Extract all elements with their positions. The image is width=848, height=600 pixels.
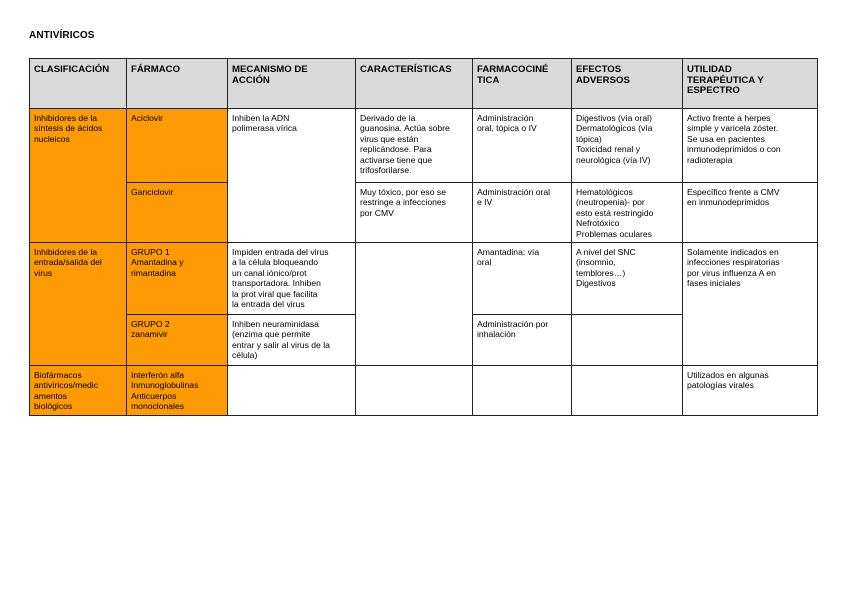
header-row [30, 59, 818, 109]
cell-utilidad-entrada: Solamente indicados en infecciones respiratorias por virus influenza A en fases iniciales [683, 243, 818, 366]
cell-farmaco-biofarmacos: Interferón alfa Inmunoglobulinas Anticuerpos monoclonales [127, 366, 228, 416]
header-farmaco: FÁRMACO [127, 59, 228, 109]
cell-mecanismo-biofarmacos [228, 366, 356, 416]
cell-farmaco-grupo2: GRUPO 2 zanamivir [127, 315, 228, 366]
cell-clasificacion-biofarmacos: Biofármacos antivíricos/medic amentos biológicos [30, 366, 127, 416]
table-row [30, 109, 818, 183]
cell-caracteristicas-entrada [356, 243, 473, 366]
cell-farmaco-grupo1: GRUPO 1 Amantadina y rimantadina [127, 243, 228, 315]
table-row [30, 366, 818, 416]
cell-utilidad-biofarmacos: Utilizados en algunas patologías virales [683, 366, 818, 416]
cell-clasificacion-sintesis: Inhibidores de la síntesis de ácidos nucleicos [30, 109, 127, 243]
cell-mecanismo-grupo2: Inhiben neuraminidasa (enzima que permite entrar y salir al virus de la célula) [228, 315, 356, 366]
header-caracteristicas: CARACTERÍSTICAS [356, 59, 473, 109]
header-efectos: EFECTOS ADVERSOS [572, 59, 683, 109]
cell-farmaco-ganciclovir: Ganciclovir [127, 183, 228, 243]
header-mecanismo: MECANISMO DE ACCIÓN [228, 59, 356, 109]
cell-farmacocinetica-biofarmacos [473, 366, 572, 416]
cell-farmaco-aciclovir: Aciclovir [127, 109, 228, 183]
cell-utilidad-aciclovir: Activo frente a herpes simple y varicela zóster. Se usa en pacientes inmunodeprimidos o con radioterapia [683, 109, 818, 183]
header-clasificacion: CLASIFICACIÓN [30, 59, 127, 109]
cell-clasificacion-entrada: Inhibidores de la entrada/salida del virus [30, 243, 127, 366]
table-row [30, 243, 818, 315]
cell-farmacocinetica-aciclovir: Administración oral, tópica o IV [473, 109, 572, 183]
cell-farmacocinetica-ganciclovir: Administración oral e IV [473, 183, 572, 243]
cell-efectos-ganciclovir: Hematológicos (neutropenia)- por esto está restringido Nefrotóxico Problemas oculares [572, 183, 683, 243]
cell-mecanismo-sintesis: Inhiben la ADN polimerasa vírica [228, 109, 356, 243]
table-row [30, 183, 818, 243]
header-utilidad: UTILIDAD TERAPÉUTICA Y ESPECTRO [683, 59, 818, 109]
cell-efectos-aciclovir: Digestivos (vía oral) Dermatológicos (vía tópica) Toxicidad renal y neurológica (vía IV) [572, 109, 683, 183]
cell-utilidad-ganciclovir: Específico frente a CMV en inmunodeprimidos [683, 183, 818, 243]
antivirals-table [29, 58, 818, 416]
page-title: ANTIVÍRICOS [29, 30, 95, 41]
cell-efectos-grupo1: A nivel del SNC (insomnio, temblores…) Digestivos [572, 243, 683, 315]
cell-farmacocinetica-grupo1: Amantadina: vía oral [473, 243, 572, 315]
cell-farmacocinetica-grupo2: Administración por inhalación [473, 315, 572, 366]
cell-caracteristicas-aciclovir: Derivado de la guanosina. Actúa sobre virus que están replicándose. Para activarse tiene que trifosforilarse. [356, 109, 473, 183]
cell-caracteristicas-biofarmacos [356, 366, 473, 416]
cell-mecanismo-grupo1: Impiden entrada del virus a la célula bloqueando un canal iónico/prot transportadora. Inhiben la prot viral que facilita la entrada del virus [228, 243, 356, 315]
cell-efectos-grupo2 [572, 315, 683, 366]
cell-caracteristicas-ganciclovir: Muy tóxico, por eso se restringe a infecciones por CMV [356, 183, 473, 243]
header-farmacocinetica: FARMACOCINÉ TICA [473, 59, 572, 109]
cell-efectos-biofarmacos [572, 366, 683, 416]
